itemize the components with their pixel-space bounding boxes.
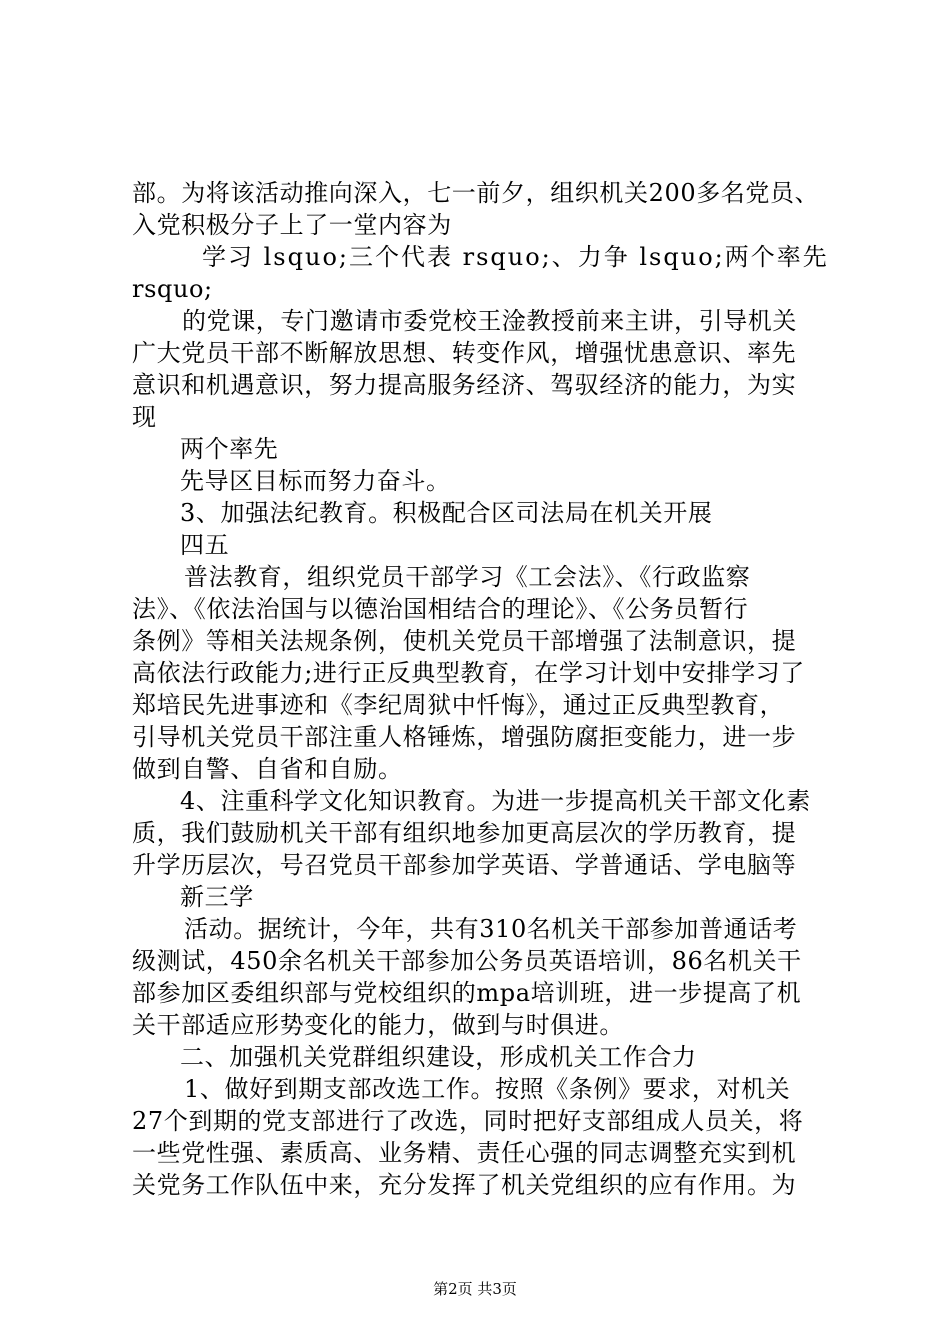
text-line: 普法教育，组织党员干部学习《工会法》、《行政监察	[184, 563, 751, 591]
text-line: 郑培民先进事迹和《李纪周狱中忏悔》，通过正反典型教育，	[132, 691, 785, 719]
page-footer	[0, 1279, 950, 1299]
text-line: 做到自警、自省和自励。	[132, 755, 403, 783]
text-line: 一些党性强、素质高、业务精、责任心强的同志调整充实到机	[132, 1139, 797, 1167]
text-line: 学习 lsquo;三个代表 rsquo;、力争 lsquo;两个率先	[202, 243, 829, 271]
text-line: 3、加强法纪教育。积极配合区司法局在机关开展	[180, 499, 713, 527]
text-line: 两个率先	[180, 435, 279, 463]
text-line: 现	[132, 403, 157, 431]
text-line: 质，我们鼓励机关干部有组织地参加更高层次的学历教育，提	[132, 819, 797, 847]
text-line: 条例》等相关法规条例，使机关党员干部增强了法制意识，提	[132, 627, 797, 655]
text-line: 先导区目标而努力奋斗。	[180, 467, 451, 495]
text-line: 4、注重科学文化知识教育。为进一步提高机关干部文化素	[180, 787, 811, 815]
text-line: 四五	[180, 531, 230, 559]
text-line: 活动。据统计，今年，共有310名机关干部参加普通话考	[184, 915, 798, 943]
text-line: 广大党员干部不断解放思想、转变作风，增强忧患意识、率先	[132, 339, 797, 367]
text-line: 部参加区委组织部与党校组织的mpa培训班，进一步提高了机	[132, 979, 802, 1007]
text-line: 27个到期的党支部进行了改选，同时把好支部组成人员关，将	[132, 1107, 804, 1135]
text-line: 1、做好到期支部改选工作。按照《条例》要求，对机关	[184, 1075, 791, 1103]
page-indicator: 第2页 共3页	[433, 1280, 517, 1298]
text-line: 关干部适应形势变化的能力，做到与时俱进。	[132, 1011, 624, 1039]
text-line: rsquo;	[132, 275, 213, 303]
text-line: 二、加强机关党群组织建设，形成机关工作合力	[180, 1043, 697, 1071]
text-line: 意识和机遇意识，努力提高服务经济、驾驭经济的能力，为实	[132, 371, 797, 399]
text-line: 高依法行政能力;进行正反典型教育，在学习计划中安排学习了	[132, 659, 805, 687]
text-line: 升学历层次，号召党员干部参加学英语、学普通话、学电脑等	[132, 851, 797, 879]
text-line: 关党务工作队伍中来，充分发挥了机关党组织的应有作用。为	[132, 1171, 797, 1199]
text-line: 入党积极分子上了一堂内容为	[132, 211, 452, 239]
text-line: 引导机关党员干部注重人格锤炼，增强防腐拒变能力，进一步	[132, 723, 797, 751]
text-line: 部。为将该活动推向深入，七一前夕，组织机关200多名党员、	[132, 179, 820, 207]
text-line: 的党课，专门邀请市委党校王淦教授前来主讲，引导机关	[182, 307, 797, 335]
text-line: 法》、《依法治国与以德治国相结合的理论》、《公务员暂行	[132, 595, 749, 623]
text-line: 级测试，450余名机关干部参加公务员英语培训，86名机关干	[132, 947, 802, 975]
text-line: 新三学	[180, 883, 254, 911]
